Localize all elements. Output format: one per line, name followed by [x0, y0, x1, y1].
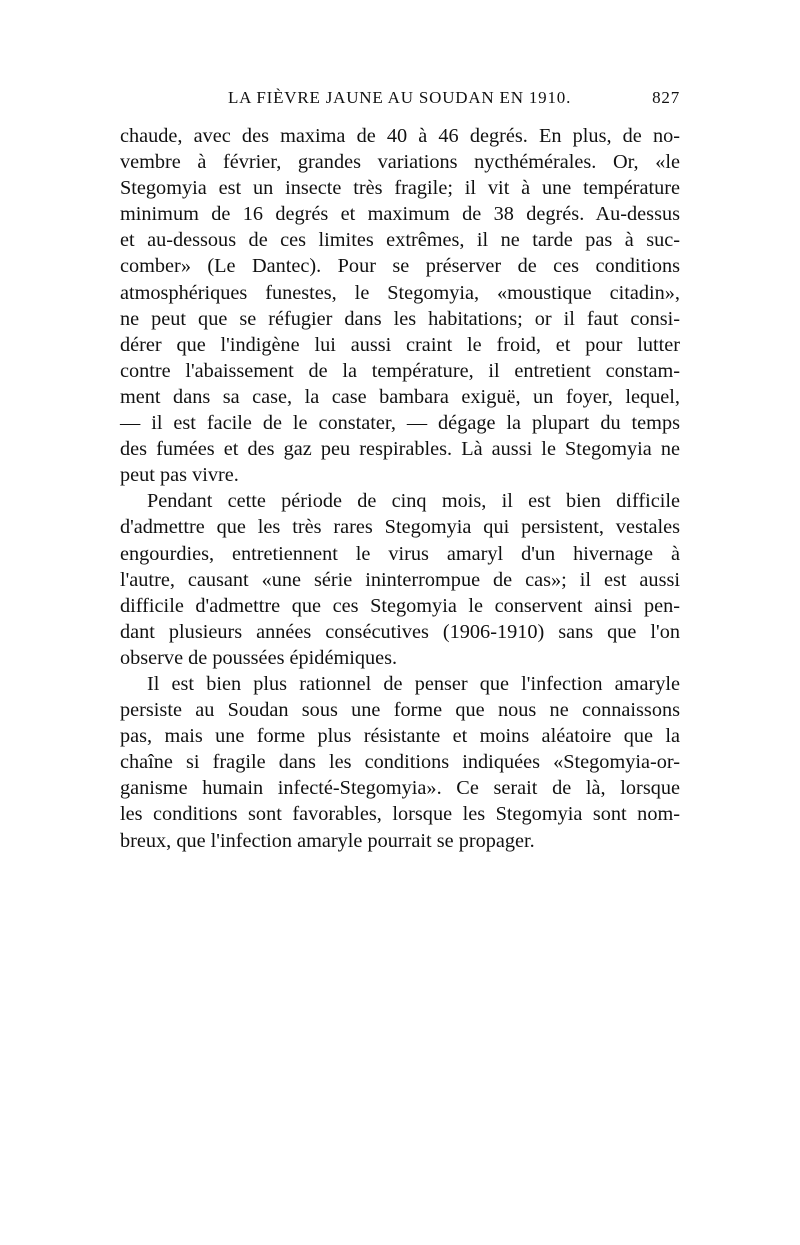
- text-line: persiste au Soudan sous une forme que nous ne connaissons: [120, 699, 680, 722]
- text-line: contre l'abaissement de la température, il entretient constam-: [120, 359, 680, 382]
- text-line: et au-dessous de ces limites extrêmes, il ne tarde pas à suc-: [120, 229, 680, 252]
- text-line: engourdies, entretiennent le virus amaryl d'un hivernage à: [120, 542, 680, 565]
- paragraph-2: [120, 488, 680, 671]
- text-line: ne peut que se réfugier dans les habitations; or il faut consi-: [120, 307, 680, 330]
- text-line: vembre à février, grandes variations nycthémérales. Or, «le: [120, 151, 680, 174]
- text-line: chaîne si fragile dans les conditions indiquées «Stegomyia-or-: [120, 751, 680, 774]
- text-line: comber» (Le Dantec). Pour se préserver de ces conditions: [120, 255, 680, 278]
- text-line: l'autre, causant «une série ininterrompue de cas»; il est aussi: [120, 568, 680, 591]
- text-line: d'admettre que les très rares Stegomyia qui persistent, vestales: [120, 516, 680, 539]
- text-line: breux, que l'infection amaryle pourrait se propager.: [120, 829, 535, 852]
- text-line: Stegomyia est un insecte très fragile; il vit à une température: [120, 177, 680, 200]
- body-text: [120, 123, 680, 854]
- text-line: chaude, avec des maxima de 40 à 46 degrés. En plus, de no-: [120, 125, 680, 147]
- paragraph-1: [120, 123, 680, 488]
- text-line: difficile d'admettre que ces Stegomyia le conservent ainsi pen-: [120, 594, 680, 617]
- text-line: — il est facile de le constater, — dégage la plupart du temps: [120, 412, 680, 435]
- text-line: observe de poussées épidémiques.: [120, 646, 398, 669]
- text-line: dant plusieurs années consécutives (1906-1910) sans que l'on: [120, 620, 680, 643]
- text-line: Il est bien plus rationnel de penser que l'infection amaryle: [147, 672, 680, 695]
- text-line: ment dans sa case, la case bambara exiguë, un foyer, lequel,: [120, 385, 680, 408]
- text-line: atmosphériques funestes, le Stegomyia, «moustique citadin»,: [120, 281, 680, 304]
- text-line: ganisme humain infecté-Stegomyia». Ce serait de là, lorsque: [120, 777, 680, 800]
- text-line: dérer que l'indigène lui aussi craint le froid, et pour lutter: [120, 333, 680, 356]
- text-line: pas, mais une forme plus résistante et moins aléatoire que la: [120, 725, 680, 748]
- text-line: des fumées et des gaz peu respirables. Là aussi le Stegomyia ne: [120, 438, 680, 461]
- text-line: peut pas vivre.: [120, 464, 239, 487]
- text-line: minimum de 16 degrés et maximum de 38 degrés. Au-dessus: [120, 203, 680, 226]
- paragraph-3: [120, 671, 680, 854]
- text-line: Pendant cette période de cinq mois, il est bien difficile: [147, 490, 680, 513]
- running-title: LA FIÈVRE JAUNE AU SOUDAN EN 1910.: [228, 88, 572, 107]
- text-line: les conditions sont favorables, lorsque les Stegomyia sont nom-: [120, 803, 680, 826]
- page-number: 827: [652, 88, 680, 107]
- running-head: [120, 88, 680, 112]
